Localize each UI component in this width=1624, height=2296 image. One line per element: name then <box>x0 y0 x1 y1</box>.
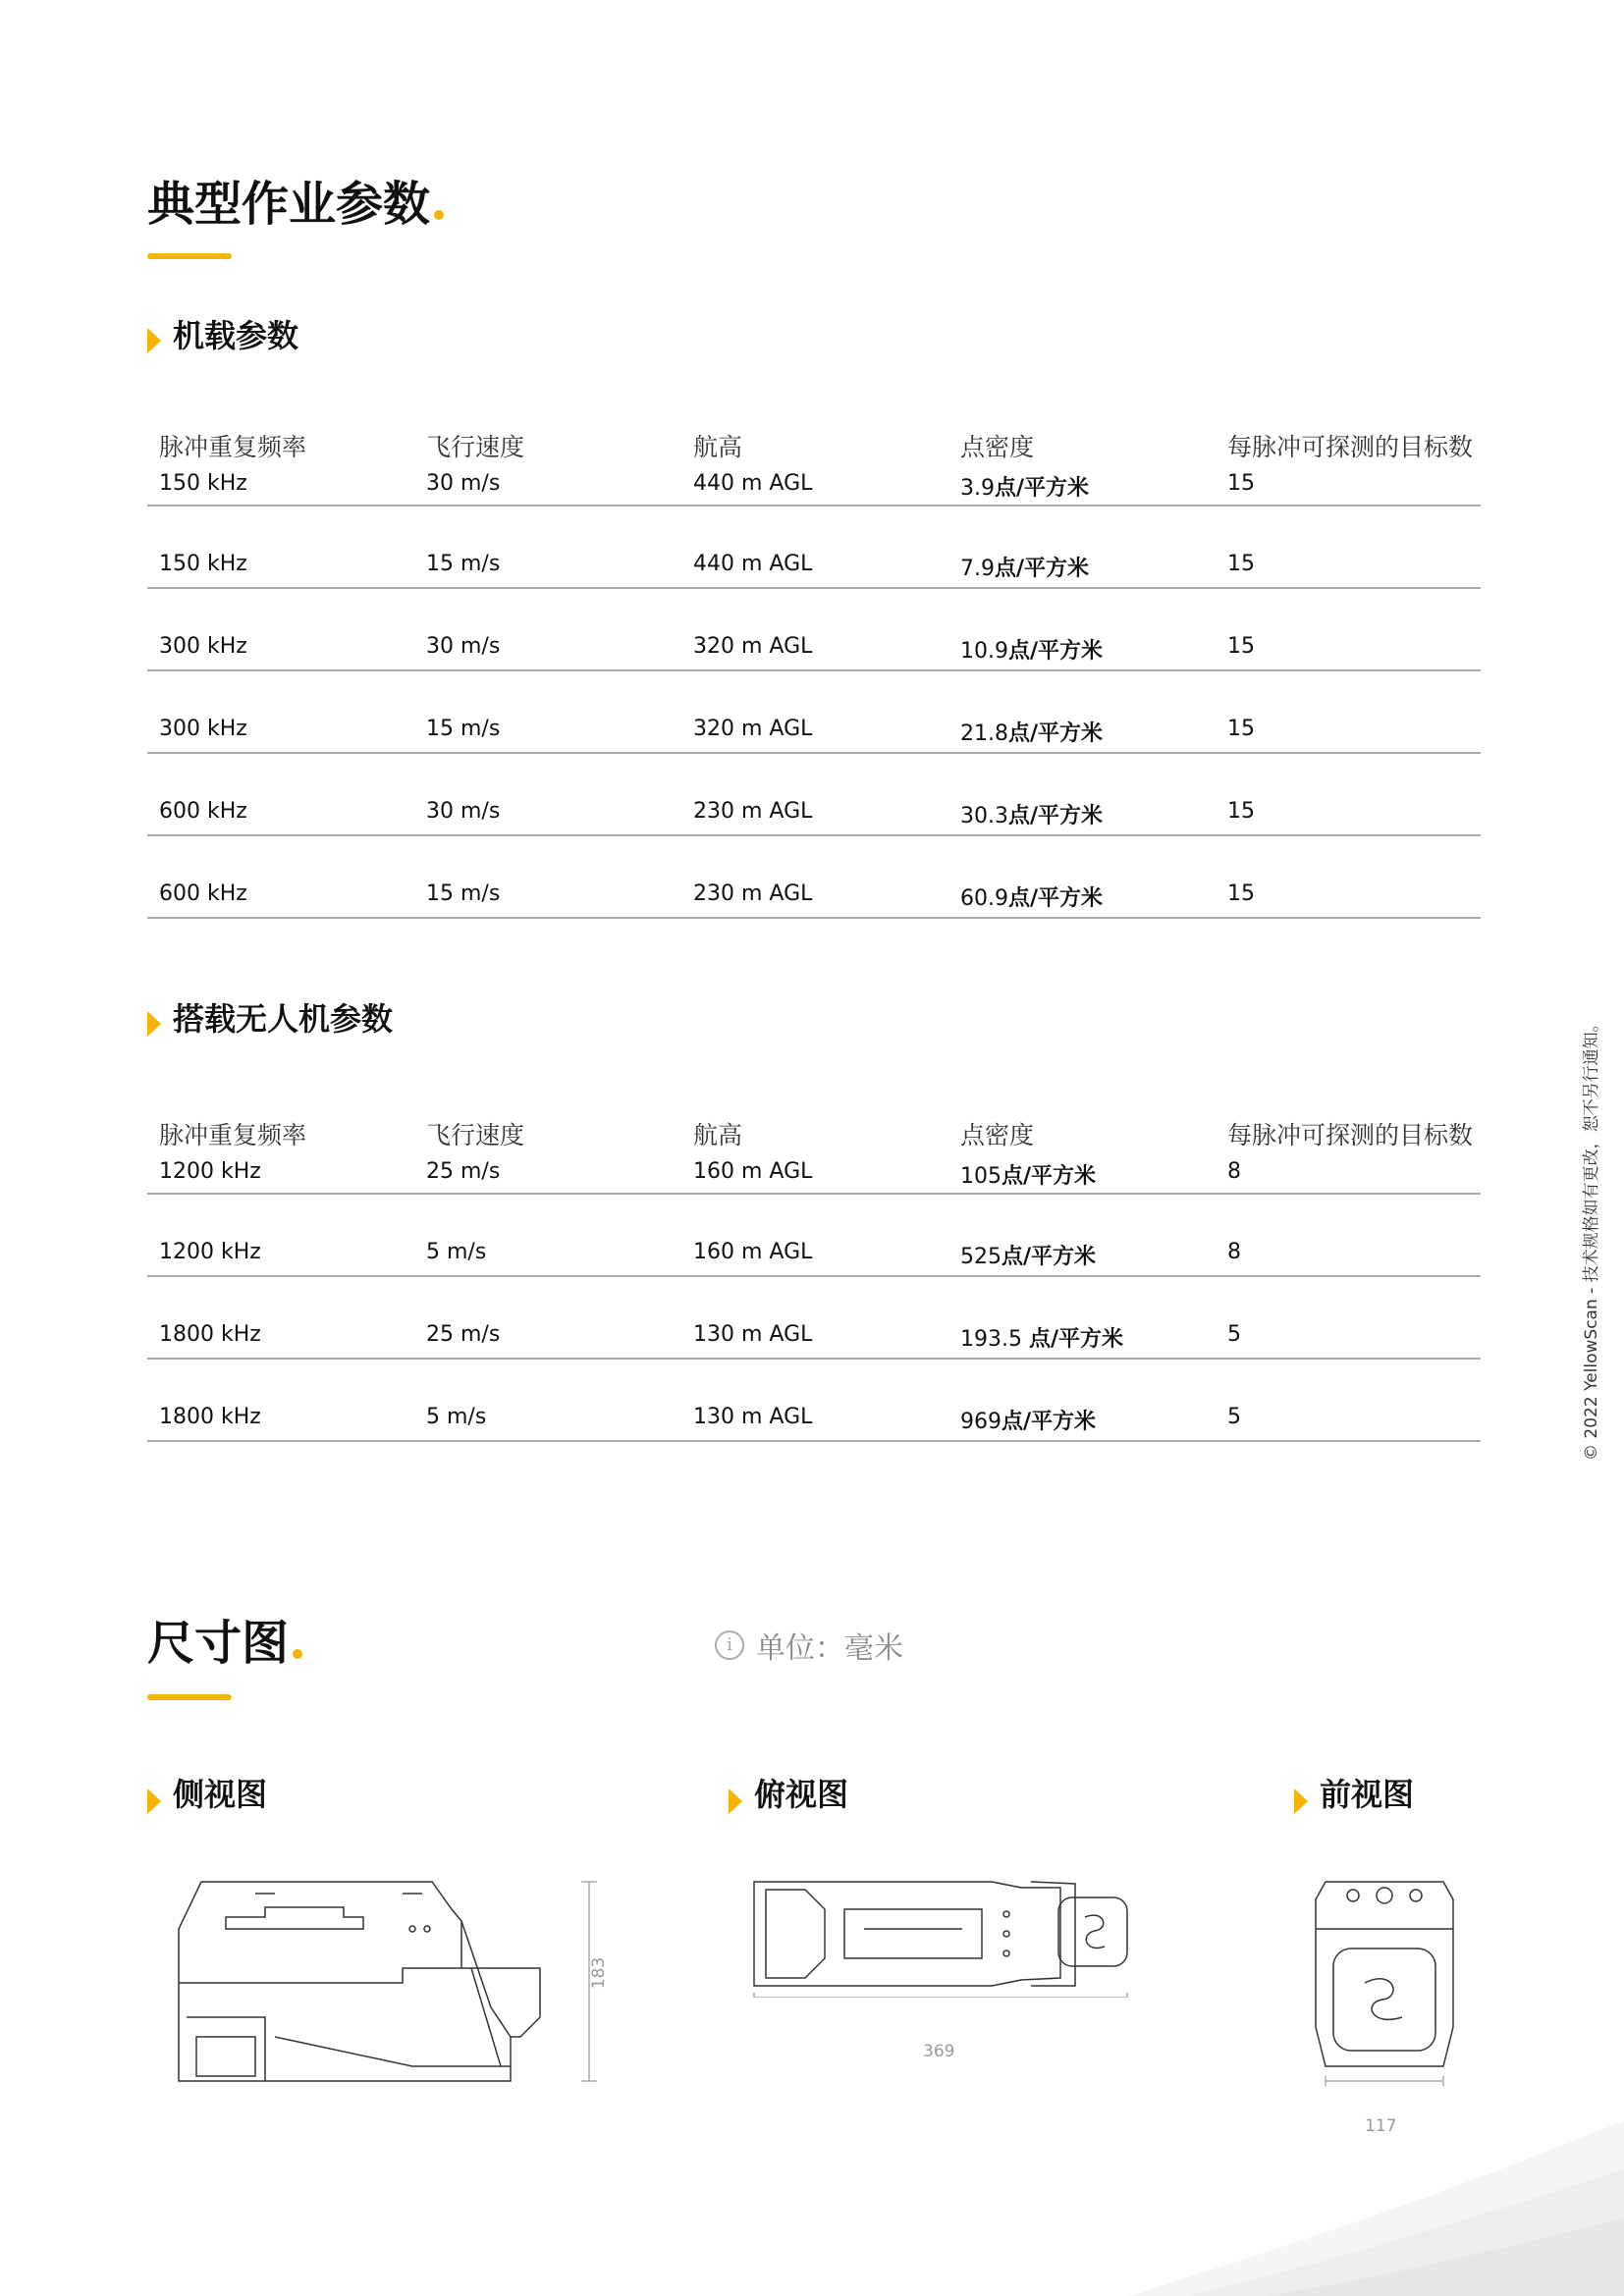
cell-targets: 15 <box>1227 471 1255 496</box>
cell-density: 105点/平方米 <box>960 1164 1097 1189</box>
cell-targets: 5 <box>1227 1322 1241 1347</box>
dimension-label-length: 369 <box>923 2042 955 2061</box>
cell-altitude: 160 m AGL <box>693 1240 813 1264</box>
cell-speed: 25 m/s <box>426 1159 501 1184</box>
cell-speed: 5 m/s <box>426 1240 487 1264</box>
cell-frequency: 300 kHz <box>159 634 247 659</box>
uav-params-table <box>147 1106 1481 1442</box>
cell-targets: 15 <box>1227 717 1255 741</box>
bullet-triangle-icon <box>147 328 161 353</box>
cell-altitude: 320 m AGL <box>693 717 813 741</box>
table-row <box>147 671 1481 754</box>
view-title-front: 前视图 <box>1320 1776 1415 1813</box>
cell-frequency: 600 kHz <box>159 799 247 824</box>
table-title-uav: 搭载无人机参数 <box>173 1000 394 1038</box>
cell-targets: 8 <box>1227 1159 1241 1184</box>
header-altitude: 航高 <box>693 1121 743 1149</box>
cell-speed: 30 m/s <box>426 471 501 496</box>
cell-frequency: 1200 kHz <box>159 1159 261 1184</box>
cell-frequency: 1800 kHz <box>159 1322 261 1347</box>
table-row <box>147 465 1481 507</box>
cell-targets: 15 <box>1227 881 1255 906</box>
table-row <box>147 1195 1481 1277</box>
dimension-label-width: 117 <box>1365 2116 1397 2136</box>
cell-frequency: 1800 kHz <box>159 1405 261 1429</box>
cell-targets: 5 <box>1227 1405 1241 1429</box>
top-view-drawing <box>746 1870 1178 1998</box>
table-header <box>147 418 1481 465</box>
cell-density: 3.9点/平方米 <box>960 476 1090 501</box>
cell-frequency: 150 kHz <box>159 471 247 496</box>
cell-density: 21.8点/平方米 <box>960 721 1104 746</box>
cell-altitude: 130 m AGL <box>693 1322 813 1347</box>
cell-density: 10.9点/平方米 <box>960 639 1104 664</box>
header-frequency: 脉冲重复频率 <box>159 1121 307 1149</box>
cell-altitude: 440 m AGL <box>693 552 813 576</box>
cell-targets: 15 <box>1227 799 1255 824</box>
dimension-label-height: 183 <box>589 1956 610 1990</box>
table-header <box>147 1106 1481 1153</box>
section-title-dimensions: 尺寸图 <box>147 1616 302 1671</box>
cell-density: 60.9点/平方米 <box>960 886 1104 911</box>
copyright-notice: © 2022 YellowScan - 技术规格如有更改，恕不另行通知。 <box>1582 1015 1601 1461</box>
section-underline <box>147 253 232 259</box>
cell-altitude: 160 m AGL <box>693 1159 813 1184</box>
header-density: 点密度 <box>960 433 1035 461</box>
cell-speed: 15 m/s <box>426 881 501 906</box>
header-speed: 飞行速度 <box>426 1121 525 1149</box>
table-row <box>147 1360 1481 1442</box>
header-frequency: 脉冲重复频率 <box>159 433 307 461</box>
cell-speed: 30 m/s <box>426 799 501 824</box>
cell-targets: 15 <box>1227 634 1255 659</box>
cell-altitude: 230 m AGL <box>693 799 813 824</box>
cell-density: 7.9点/平方米 <box>960 557 1090 581</box>
bullet-triangle-icon <box>729 1789 742 1814</box>
bullet-triangle-icon <box>147 1011 161 1037</box>
table-row <box>147 836 1481 919</box>
section-title-operating-params: 典型作业参数 <box>147 177 444 232</box>
cell-speed: 25 m/s <box>426 1322 501 1347</box>
accent-dot <box>434 210 444 220</box>
decorative-wave-pattern <box>1129 2061 1624 2296</box>
cell-frequency: 600 kHz <box>159 881 247 906</box>
header-targets: 每脉冲可探测的目标数 <box>1227 1121 1474 1149</box>
cell-frequency: 150 kHz <box>159 552 247 576</box>
cell-altitude: 230 m AGL <box>693 881 813 906</box>
cell-altitude: 320 m AGL <box>693 634 813 659</box>
header-speed: 飞行速度 <box>426 433 525 461</box>
cell-altitude: 130 m AGL <box>693 1405 813 1429</box>
cell-density: 969点/平方米 <box>960 1410 1097 1434</box>
cell-density: 30.3点/平方米 <box>960 804 1104 828</box>
header-altitude: 航高 <box>693 433 743 461</box>
cell-targets: 8 <box>1227 1240 1241 1264</box>
cell-speed: 15 m/s <box>426 552 501 576</box>
cell-speed: 15 m/s <box>426 717 501 741</box>
cell-targets: 15 <box>1227 552 1255 576</box>
table-row <box>147 754 1481 836</box>
table-row <box>147 1153 1481 1195</box>
cell-density: 525点/平方米 <box>960 1245 1097 1269</box>
side-view-drawing <box>167 1870 628 2096</box>
cell-frequency: 300 kHz <box>159 717 247 741</box>
header-density: 点密度 <box>960 1121 1035 1149</box>
accent-dot <box>293 1649 302 1659</box>
view-title-top: 俯视图 <box>754 1776 849 1813</box>
unit-note: i 单位：毫米 <box>715 1624 903 1667</box>
cell-speed: 5 m/s <box>426 1405 487 1429</box>
header-targets: 每脉冲可探测的目标数 <box>1227 433 1474 461</box>
info-icon: i <box>715 1630 744 1660</box>
view-title-side: 侧视图 <box>173 1776 268 1813</box>
cell-altitude: 440 m AGL <box>693 471 813 496</box>
table-title-airborne: 机载参数 <box>173 317 299 354</box>
section-underline <box>147 1694 232 1700</box>
cell-density: 193.5 点/平方米 <box>960 1327 1124 1352</box>
cell-frequency: 1200 kHz <box>159 1240 261 1264</box>
airborne-params-table <box>147 418 1481 919</box>
table-row <box>147 1277 1481 1360</box>
table-row <box>147 589 1481 671</box>
cell-speed: 30 m/s <box>426 634 501 659</box>
bullet-triangle-icon <box>1294 1789 1308 1814</box>
bullet-triangle-icon <box>147 1789 161 1814</box>
table-row <box>147 507 1481 589</box>
